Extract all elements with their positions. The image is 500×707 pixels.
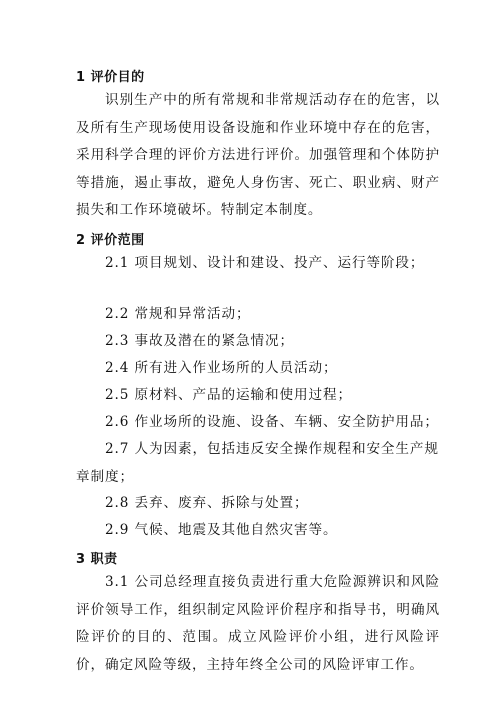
section-2-heading: 2 评价范围 <box>76 233 145 248</box>
scope-item-2-5: 2.5 原材料、产品的运输和使用过程； <box>105 387 352 403</box>
scope-item-2-6: 2.6 作业场所的设施、设备、车辆、安全防护用品； <box>105 414 439 430</box>
section-3-heading: 3 职责 <box>76 552 118 567</box>
scope-item-2-1: 2.1 项目规划、设计和建设、投产、运行等阶段； <box>105 255 425 271</box>
section-3-paragraph: 3.1 公司总经理直接负责进行重大危险源辨识和风险评价领导工作，组织制定风险评价程序和指导书，明确风险评价的目的、范围。成立风险评价小组，进行风险评价，确定风险等级，主持年终全公司的风险评审工作。 <box>76 574 440 673</box>
scope-item-2-3: 2.3 事故及潜在的紧急情况； <box>105 333 294 349</box>
scope-item-2-2: 2.2 常规和异常活动； <box>105 306 251 322</box>
section-1-paragraph: 识别生产中的所有常规和非常规活动存在的危害，以及所有生产现场使用设备设施和作业环境中存在的危害，采用科学合理的评价方法进行评价。加强管理和个体防护等措施，遏止事故，避免人身伤害、死亡、职业病、财产损失和工作环境破坏。特制定本制度。 <box>76 92 440 218</box>
scope-item-2-4: 2.4 所有进入作业场所的人员活动； <box>105 360 338 376</box>
scope-item-2-8: 2.8 丢弃、废弃、拆除与处置； <box>105 495 309 511</box>
scope-item-2-7: 2.7 人为因素，包括违反安全操作规程和安全生产规章制度； <box>76 441 439 485</box>
scope-item-2-9: 2.9 气候、地震及其他自然灾害等。 <box>105 522 338 538</box>
section-1-heading: 1 评价目的 <box>76 70 145 85</box>
